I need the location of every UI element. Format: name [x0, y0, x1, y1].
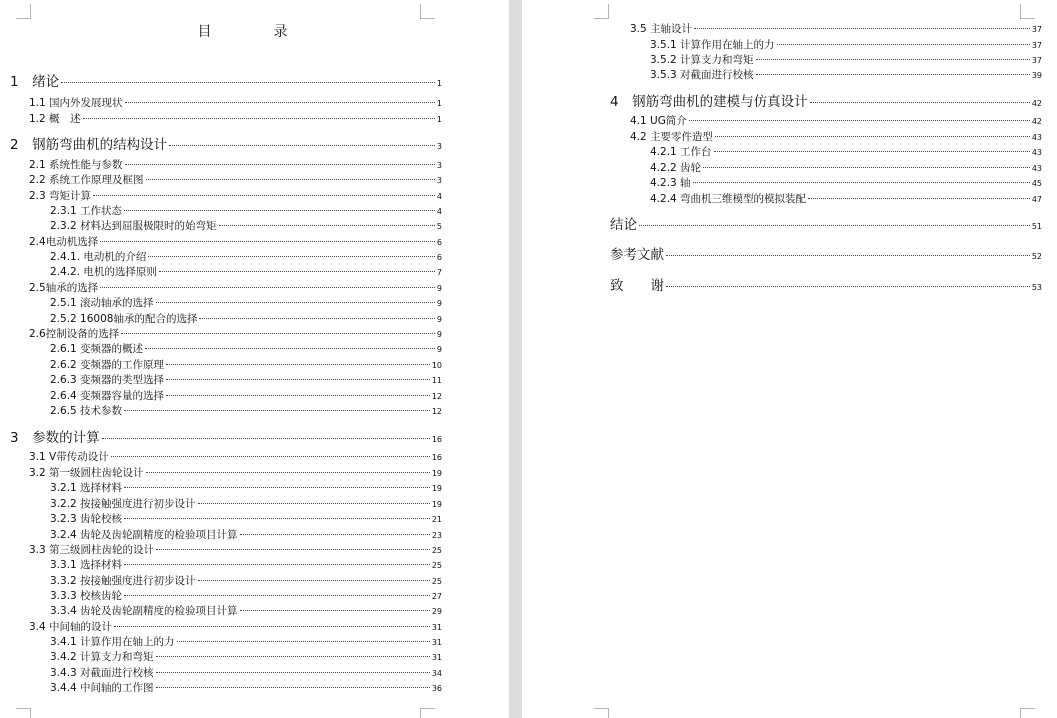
- toc-page-number: 37: [1031, 25, 1042, 34]
- toc-entry[interactable]: [50, 634, 442, 649]
- toc-leader-dots: [693, 182, 1030, 183]
- toc-entry-title: 2.5.1 滚动轴承的选择: [50, 297, 154, 309]
- toc-entry-title: 参考文献: [610, 247, 664, 263]
- toc-page-number: 6: [436, 253, 442, 262]
- toc-entry[interactable]: [50, 557, 442, 572]
- crop-mark: [16, 708, 31, 718]
- crop-mark: [420, 708, 435, 718]
- toc-entry[interactable]: [650, 175, 1042, 190]
- toc-entry[interactable]: [29, 326, 442, 341]
- toc-entry[interactable]: [610, 213, 1042, 233]
- toc-entry-title: 3.4 中间轴的设计: [29, 621, 113, 633]
- toc-page-number: 31: [431, 623, 442, 632]
- toc-page-number: 43: [1031, 164, 1042, 173]
- toc-entry-title: 2.1 系统性能与参数: [29, 159, 123, 171]
- toc-page-number: 9: [436, 345, 442, 354]
- toc-entry-title: 2.3 弯矩计算: [29, 190, 92, 202]
- toc-leader-dots: [166, 395, 430, 396]
- toc-entry[interactable]: [630, 113, 1042, 128]
- toc-leader-dots: [166, 364, 430, 365]
- toc-page-number: 37: [1031, 56, 1042, 65]
- toc-entry[interactable]: [29, 619, 442, 634]
- toc-entry[interactable]: [29, 188, 442, 203]
- toc-entry-title: 4 钢筋弯曲机的建模与仿真设计: [610, 94, 808, 110]
- toc-page-number: 21: [431, 515, 442, 524]
- crop-mark: [594, 708, 609, 718]
- toc-leader-dots: [125, 164, 435, 165]
- toc-entry[interactable]: [29, 111, 442, 126]
- toc-leader-dots: [240, 610, 430, 611]
- toc-leader-dots: [111, 456, 430, 457]
- toc-entry-title: 3.1 V带传动设计: [29, 451, 109, 463]
- toc-entry-title: 3.3.2 按接触强度进行初步设计: [50, 575, 196, 587]
- toc-page-number: 5: [436, 222, 442, 231]
- toc-leader-dots: [124, 410, 430, 411]
- toc-entry[interactable]: [50, 480, 442, 495]
- toc-entry-title: 3.3.3 校核齿轮: [50, 590, 123, 602]
- toc-leader-dots: [102, 438, 430, 439]
- toc-entry-title: 致 谢: [610, 278, 664, 294]
- toc-entry-title: 3.2.4 齿轮及齿轮副精度的检验项目计算: [50, 529, 238, 541]
- toc-page-number: 36: [431, 684, 442, 693]
- toc-entry[interactable]: [50, 649, 442, 664]
- toc-page-number: 43: [1031, 133, 1042, 142]
- toc-leader-dots: [124, 564, 430, 565]
- toc-entry-title: 2.6.5 技术参数: [50, 405, 123, 417]
- toc-entry-title: 2.6.4 变频器容量的选择: [50, 390, 165, 402]
- toc-leader-dots: [198, 580, 430, 581]
- toc-page-number: 11: [431, 376, 442, 385]
- toc-leader-dots: [639, 225, 1030, 226]
- toc-entry[interactable]: [50, 311, 442, 326]
- toc-entry[interactable]: [29, 280, 442, 295]
- toc-leader-dots: [61, 82, 435, 83]
- toc-entry-title: 2.3.1 工作状态: [50, 205, 123, 217]
- toc-page-number: 19: [431, 469, 442, 478]
- toc-page-number: 43: [1031, 148, 1042, 157]
- toc-entry[interactable]: [610, 243, 1042, 263]
- toc-entry-title: 3.3 第三级圆柱齿轮的设计: [29, 544, 155, 556]
- toc-entry-title: 2.6.2 变频器的工作原理: [50, 359, 165, 371]
- toc-page-number: 42: [1031, 99, 1042, 108]
- toc-entry[interactable]: [50, 573, 442, 588]
- toc-entry-title: 4.2.1 工作台: [650, 146, 712, 158]
- toc-page-number: 16: [431, 435, 442, 444]
- toc-entry-title: 3.5.3 对截面进行校核: [650, 69, 754, 81]
- toc-entry-title: 3.2.2 按接触强度进行初步设计: [50, 498, 196, 510]
- toc-leader-dots: [166, 379, 430, 380]
- toc-leader-dots: [124, 487, 430, 488]
- toc-leader-dots: [666, 255, 1030, 256]
- toc-leader-dots: [156, 656, 430, 657]
- toc-leader-dots: [124, 518, 430, 519]
- toc-leader-dots: [177, 641, 430, 642]
- toc-leader-dots: [100, 287, 435, 288]
- toc-entry-title: 3.4.3 对截面进行校核: [50, 667, 154, 679]
- toc-page-number: 3: [436, 161, 442, 170]
- toc-entry[interactable]: [50, 527, 442, 542]
- toc-entry[interactable]: [610, 274, 1042, 294]
- toc-page-number: 53: [1031, 283, 1042, 292]
- toc-page-number: 1: [436, 115, 442, 124]
- toc-entry-title: 1 绪论: [10, 74, 60, 90]
- toc-page-number: 3: [436, 176, 442, 185]
- toc-entry[interactable]: [50, 388, 442, 403]
- toc-leader-dots: [114, 626, 430, 627]
- toc-page-number: 9: [436, 315, 442, 324]
- toc-leader-dots: [198, 503, 430, 504]
- toc-entry[interactable]: [10, 133, 442, 153]
- toc-entry[interactable]: [50, 403, 442, 418]
- toc-entry-title: 4.2 主要零件造型: [630, 131, 714, 143]
- toc-page-number: 29: [431, 607, 442, 616]
- toc-page-number: 37: [1031, 41, 1042, 50]
- toc-entry[interactable]: [50, 680, 442, 695]
- toc-page-number: 25: [431, 546, 442, 555]
- toc-entry-title: 2.6.3 变频器的类型选择: [50, 374, 165, 386]
- toc-leader-dots: [148, 256, 435, 257]
- toc-entry-title: 3.2.3 齿轮校核: [50, 513, 123, 525]
- toc-leader-dots: [159, 271, 435, 272]
- toc-leader-dots: [121, 333, 435, 334]
- toc-leader-dots: [93, 195, 435, 196]
- toc-entry[interactable]: [29, 542, 442, 557]
- toc-entry-title: 3.3.4 齿轮及齿轮副精度的检验项目计算: [50, 605, 238, 617]
- toc-leader-dots: [666, 286, 1030, 287]
- toc-leader-dots: [777, 44, 1030, 45]
- toc-page-right: [522, 0, 1057, 718]
- crop-mark: [16, 4, 31, 19]
- toc-leader-dots: [146, 472, 430, 473]
- toc-page-number: 9: [436, 330, 442, 339]
- toc-entry[interactable]: [50, 496, 442, 511]
- toc-page-number: 12: [431, 392, 442, 401]
- toc-entry[interactable]: [29, 449, 442, 464]
- toc-leader-dots: [156, 672, 430, 673]
- toc-page-number: 25: [431, 561, 442, 570]
- toc-entry[interactable]: [29, 234, 442, 249]
- toc-entry-title: 2.2 系统工作原理及框图: [29, 174, 144, 186]
- toc-entry[interactable]: [650, 67, 1042, 82]
- toc-leader-dots: [125, 102, 435, 103]
- toc-page-number: 1: [436, 99, 442, 108]
- toc-entry-title: 2.5.2 16008轴承的配合的选择: [50, 313, 198, 325]
- toc-entry[interactable]: [29, 95, 442, 110]
- page-gutter: [509, 0, 522, 718]
- toc-entry[interactable]: [50, 341, 442, 356]
- toc-leader-dots: [156, 687, 430, 688]
- toc-entry-title: 4.2.2 齿轮: [650, 162, 702, 174]
- toc-entry[interactable]: [29, 157, 442, 172]
- toc-entry[interactable]: [50, 372, 442, 387]
- toc-leader-dots: [83, 118, 435, 119]
- toc-leader-dots: [100, 241, 435, 242]
- toc-entry-title: 2.5轴承的选择: [29, 282, 99, 294]
- toc-entry[interactable]: [50, 264, 442, 279]
- toc-leader-dots: [156, 302, 435, 303]
- toc-leader-dots: [810, 102, 1030, 103]
- toc-page-number: 12: [431, 407, 442, 416]
- toc-page-number: 1: [436, 79, 442, 88]
- toc-leader-dots: [694, 28, 1030, 29]
- toc-page-number: 42: [1031, 117, 1042, 126]
- toc-entry-title: 1.1 国内外发展现状: [29, 97, 123, 109]
- toc-title: 目 录: [197, 24, 312, 40]
- toc-entry[interactable]: [10, 70, 442, 90]
- toc-page-left: [0, 0, 509, 718]
- toc-leader-dots: [219, 225, 435, 226]
- toc-entry-title: 2.6.1 变频器的概述: [50, 343, 144, 355]
- toc-leader-dots: [714, 151, 1030, 152]
- toc-page-number: 9: [436, 284, 442, 293]
- toc-page-number: 10: [431, 361, 442, 370]
- crop-mark: [1020, 4, 1035, 19]
- toc-entry-title: 3.4.2 计算支力和弯矩: [50, 651, 154, 663]
- toc-entry-title: 结论: [610, 217, 637, 233]
- toc-leader-dots: [199, 318, 434, 319]
- toc-leader-dots: [240, 534, 430, 535]
- toc-leader-dots: [146, 179, 435, 180]
- toc-page-number: 25: [431, 577, 442, 586]
- toc-entry[interactable]: [50, 603, 442, 618]
- toc-entry[interactable]: [50, 218, 442, 233]
- toc-entry-title: 3 参数的计算: [10, 430, 100, 446]
- toc-page-number: 47: [1031, 195, 1042, 204]
- toc-leader-dots: [689, 120, 1030, 121]
- toc-entry-title: 3.5 主轴设计: [630, 23, 693, 35]
- toc-entry[interactable]: [29, 465, 442, 480]
- crop-mark: [420, 4, 435, 19]
- toc-entry[interactable]: [29, 172, 442, 187]
- toc-entry-title: 1.2 概 述: [29, 113, 81, 125]
- toc-entry[interactable]: [50, 203, 442, 218]
- toc-entry-title: 3.5.1 计算作用在轴上的力: [650, 39, 775, 51]
- crop-mark: [594, 4, 609, 19]
- toc-entry[interactable]: [50, 665, 442, 680]
- toc-entry-title: 3.4.4 中间轴的工作图: [50, 682, 154, 694]
- toc-page-number: 9: [436, 299, 442, 308]
- toc-entry-title: 4.2.4 弯曲机三维模型的模拟装配: [650, 193, 807, 205]
- toc-entry-title: 2 钢筋弯曲机的结构设计: [10, 137, 168, 153]
- toc-page-number: 51: [1031, 222, 1042, 231]
- toc-leader-dots: [145, 348, 435, 349]
- toc-entry[interactable]: [50, 588, 442, 603]
- toc-leader-dots: [124, 210, 435, 211]
- toc-entry[interactable]: [610, 90, 1042, 110]
- toc-page-number: 6: [436, 238, 442, 247]
- toc-entry[interactable]: [50, 295, 442, 310]
- toc-entry[interactable]: [650, 144, 1042, 159]
- toc-page-number: 27: [431, 592, 442, 601]
- toc-page-number: 45: [1031, 179, 1042, 188]
- toc-page-number: 39: [1031, 71, 1042, 80]
- toc-leader-dots: [808, 198, 1030, 199]
- toc-entry[interactable]: [50, 357, 442, 372]
- toc-entry-title: 3.5.2 计算支力和弯矩: [650, 54, 754, 66]
- toc-entry[interactable]: [650, 37, 1042, 52]
- toc-page-number: 19: [431, 484, 442, 493]
- toc-page-number: 4: [436, 207, 442, 216]
- toc-entry-title: 3.2.1 选择材料: [50, 482, 123, 494]
- toc-page-number: 34: [431, 669, 442, 678]
- toc-page-number: 52: [1031, 252, 1042, 261]
- toc-leader-dots: [715, 136, 1030, 137]
- toc-entry[interactable]: [10, 426, 442, 446]
- toc-entry[interactable]: [650, 52, 1042, 67]
- toc-entry-title: 2.4.1. 电动机的介绍: [50, 251, 147, 263]
- toc-page-number: 16: [431, 453, 442, 462]
- crop-mark: [1020, 708, 1035, 718]
- toc-entry[interactable]: [650, 160, 1042, 175]
- toc-leader-dots: [756, 74, 1030, 75]
- toc-page-number: 19: [431, 500, 442, 509]
- toc-entry[interactable]: [50, 511, 442, 526]
- toc-entry-title: 2.4.2. 电机的选择原则: [50, 266, 157, 278]
- toc-entry-title: 2.3.2 材料达到屈服极限时的始弯矩: [50, 220, 217, 232]
- toc-entry[interactable]: [630, 129, 1042, 144]
- toc-leader-dots: [703, 167, 1030, 168]
- toc-entry[interactable]: [50, 249, 442, 264]
- toc-page-number: 23: [431, 531, 442, 540]
- toc-leader-dots: [169, 145, 435, 146]
- toc-leader-dots: [756, 59, 1030, 60]
- toc-leader-dots: [156, 549, 430, 550]
- toc-entry-title: 3.2 第一级圆柱齿轮设计: [29, 467, 144, 479]
- toc-entry-title: 4.2.3 轴: [650, 177, 691, 189]
- toc-entry-title: 4.1 UG简介: [630, 115, 687, 127]
- toc-entry[interactable]: [650, 191, 1042, 206]
- toc-entry-title: 2.4电动机选择: [29, 236, 99, 248]
- toc-entry[interactable]: [630, 21, 1042, 36]
- toc-page-number: 31: [431, 653, 442, 662]
- toc-leader-dots: [124, 595, 430, 596]
- toc-page-number: 4: [436, 192, 442, 201]
- toc-entry-title: 3.4.1 计算作用在轴上的力: [50, 636, 175, 648]
- toc-entry-title: 3.3.1 选择材料: [50, 559, 123, 571]
- toc-page-number: 31: [431, 638, 442, 647]
- toc-page-number: 7: [436, 268, 442, 277]
- toc-entry-title: 2.6控制设备的选择: [29, 328, 120, 340]
- toc-page-number: 3: [436, 142, 442, 151]
